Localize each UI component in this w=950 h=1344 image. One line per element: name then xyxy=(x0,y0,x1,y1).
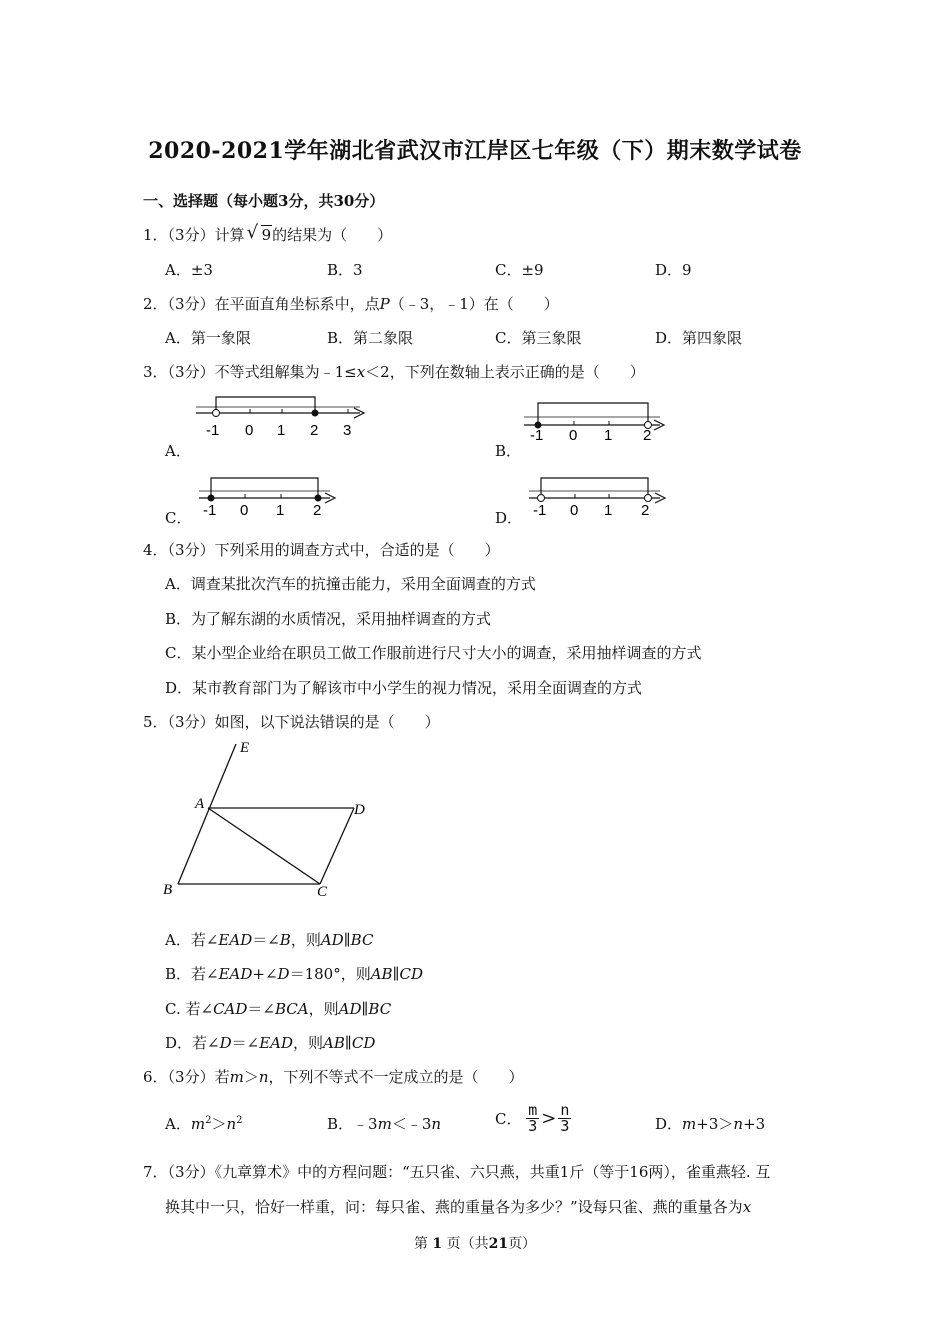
tick-label: 1 xyxy=(604,502,613,519)
tick-label: 2 xyxy=(643,427,652,444)
number-line-c xyxy=(195,473,345,518)
segment-name: AD xyxy=(338,1000,362,1018)
text: ＞ xyxy=(211,1115,227,1133)
label-c: C xyxy=(317,884,328,900)
text: B．﹣3 xyxy=(327,1115,378,1133)
variable-n: n xyxy=(226,1115,237,1133)
text: ＜﹣3 xyxy=(391,1115,432,1133)
question-5: 5．（3分）如图，以下说法错误的是（ ） xyxy=(143,713,440,731)
question-1 xyxy=(143,224,392,245)
label-e: E xyxy=(240,740,250,756)
q1-option-a: A．±3 xyxy=(165,261,213,279)
sqrt-symbol: √ 9 xyxy=(246,222,272,244)
tick-label: 0 xyxy=(240,502,249,519)
text: ＞ xyxy=(243,1068,259,1086)
q5-option-c xyxy=(165,998,391,1019)
text: 页（共 xyxy=(446,1236,489,1252)
number-line-b xyxy=(520,398,670,443)
text: A． xyxy=(165,1115,191,1133)
page-title: 2020-2021学年湖北省武汉市江岸区七年级（下）期末数学试卷 xyxy=(148,138,802,164)
label-a: A xyxy=(195,796,205,812)
question-1-suffix: 的结果为（ ） xyxy=(272,226,393,244)
text: A．若∠ xyxy=(165,931,219,949)
tick-label: 0 xyxy=(569,427,578,444)
q6-option-a xyxy=(165,1113,243,1134)
q1-option-c: C．±9 xyxy=(495,261,544,279)
text: ，下列不等式不一定成立的是（ ） xyxy=(268,1068,524,1086)
angle-name: CAD xyxy=(213,1000,248,1018)
q6-option-b xyxy=(327,1113,441,1134)
parallel-symbol: ∥ xyxy=(392,965,400,983)
page-number: 1 xyxy=(432,1236,443,1252)
text: +∠ xyxy=(252,965,278,983)
fraction-m-over-3 xyxy=(526,1103,539,1134)
section-heading: 一、选择题（每小题3分，共30分） xyxy=(143,192,385,210)
tick-label: -1 xyxy=(206,422,220,439)
exponent: 2 xyxy=(205,1115,212,1126)
numerator: m xyxy=(528,1101,538,1119)
question-7-line-2 xyxy=(165,1196,751,1217)
text: 第 xyxy=(413,1236,428,1252)
question-4: 4．（3分）下列采用的调查方式中，合适的是（ ） xyxy=(143,541,500,559)
segment-name: BC xyxy=(350,931,374,949)
q5-option-d xyxy=(165,1032,375,1053)
text: 换其中一只，恰好一样重，问：每只雀、燕的重量各为多少？”设每只雀、燕的重量各为 xyxy=(165,1198,743,1216)
text: D．若∠ xyxy=(165,1034,220,1052)
tick-label: 2 xyxy=(313,502,322,519)
page-footer xyxy=(0,1233,950,1253)
text: ＝∠ xyxy=(252,931,280,949)
q4-option-a: A．调查某批次汽车的抗撞击能力，采用全面调查的方式 xyxy=(165,575,536,593)
question-6 xyxy=(143,1066,524,1087)
label-b: B xyxy=(163,882,173,898)
text: ＝180°，则 xyxy=(289,965,371,983)
q5-option-b xyxy=(165,963,423,984)
text: ，则 xyxy=(290,931,321,949)
text: ＝∠ xyxy=(247,1000,275,1018)
parallel-symbol: ∥ xyxy=(361,1000,369,1018)
tick-label: -1 xyxy=(203,502,217,519)
point-p: P xyxy=(379,295,390,313)
parallel-symbol: ∥ xyxy=(344,1034,352,1052)
q4-option-c: C．某小型企业给在职员工做工作服前进行尺寸大小的调查，采用抽样调查的方式 xyxy=(165,644,702,662)
text: ，则 xyxy=(308,1000,339,1018)
angle-name: B xyxy=(279,931,291,949)
tick-label: 3 xyxy=(343,422,352,439)
number-line-a xyxy=(190,393,370,443)
text: ＝∠ xyxy=(231,1034,260,1052)
tick-label: -1 xyxy=(530,427,544,444)
geometry-figure xyxy=(160,738,375,898)
tick-label: 2 xyxy=(641,502,650,519)
segment-name: AB xyxy=(323,1034,345,1052)
tick-label: 1 xyxy=(276,502,285,519)
exponent: 2 xyxy=(236,1115,243,1126)
denominator: 3 xyxy=(560,1117,570,1135)
segment-name: CD xyxy=(351,1034,376,1052)
q6-option-d xyxy=(655,1113,765,1134)
number-line-d xyxy=(525,473,675,518)
text: ，则 xyxy=(293,1034,324,1052)
text: 6．（3分）若 xyxy=(143,1068,230,1086)
q2-option-d: D．第四象限 xyxy=(655,329,743,347)
q4-option-d: D．某市教育部门为了解该市中小学生的视力情况，采用全面调查的方式 xyxy=(165,679,643,697)
angle-name: EAD xyxy=(218,931,253,949)
q2-option-c: C．第三象限 xyxy=(495,329,582,347)
tick-label: 1 xyxy=(604,427,613,444)
variable-m: m xyxy=(377,1115,392,1133)
q4-option-b: B．为了解东湖的水质情况，采用抽样调查的方式 xyxy=(165,610,492,628)
text: C. 若∠ xyxy=(165,1000,214,1018)
page-total: 21 xyxy=(488,1236,509,1252)
variable-m: m xyxy=(229,1068,244,1086)
q1-option-b: B．3 xyxy=(327,261,363,279)
text: B．若∠ xyxy=(165,965,219,983)
q6-option-c xyxy=(495,1103,571,1134)
question-7-line-1: 7．（3分）《九章算术》中的方程问题：“五只雀、六只燕，共重1斤（等于16两），雀重燕轻. 互 xyxy=(143,1163,771,1181)
variable-n: n xyxy=(258,1068,269,1086)
angle-name: D xyxy=(277,965,290,983)
variable-m: m xyxy=(682,1115,697,1133)
variable-n: n xyxy=(733,1115,744,1133)
variable-n: n xyxy=(431,1115,442,1133)
radicand: 9 xyxy=(261,226,272,244)
question-3 xyxy=(143,361,645,382)
angle-name: BCA xyxy=(274,1000,309,1018)
q3-option-c-letter: C． xyxy=(165,509,192,527)
q1-option-d: D．9 xyxy=(655,261,692,279)
question-2-prefix: 2．（3分）在平面直角坐标系中，点 xyxy=(143,295,380,313)
variable-x: x xyxy=(742,1198,752,1216)
q2-option-a: A．第一象限 xyxy=(165,329,251,347)
question-2 xyxy=(143,293,559,314)
denominator: 3 xyxy=(528,1117,538,1135)
text: +3＞ xyxy=(696,1115,734,1133)
q3-option-d-letter: D． xyxy=(495,509,523,527)
segment-name: BC xyxy=(368,1000,392,1018)
angle-name: D xyxy=(219,1034,232,1052)
angle-name: EAD xyxy=(218,965,253,983)
tick-label: 2 xyxy=(310,422,319,439)
tick-label: -1 xyxy=(533,502,547,519)
segment-name: CD xyxy=(399,965,424,983)
segment-name: AB xyxy=(370,965,393,983)
question-3-suffix: ＜2，下列在数轴上表示正确的是（ ） xyxy=(365,363,645,381)
label-d: D xyxy=(354,802,365,818)
angle-name: EAD xyxy=(259,1034,294,1052)
q5-option-a xyxy=(165,929,373,950)
tick-label: 1 xyxy=(277,422,286,439)
question-3-prefix: 3．（3分）不等式组解集为﹣1≤ xyxy=(143,363,357,381)
fraction-n-over-3 xyxy=(558,1103,571,1134)
greater-than: > xyxy=(541,1108,557,1129)
numerator: n xyxy=(560,1101,570,1119)
segment-name: AD xyxy=(320,931,344,949)
text: 页） xyxy=(508,1236,537,1252)
q3-option-a-letter: A． xyxy=(165,442,191,460)
variable-x: x xyxy=(356,363,366,381)
text: +3 xyxy=(743,1115,766,1133)
text: C． xyxy=(495,1110,522,1128)
q2-option-b: B．第二象限 xyxy=(327,329,414,347)
variable-m: m xyxy=(190,1115,206,1133)
q3-option-b-letter: B． xyxy=(495,442,522,460)
parallel-symbol: ∥ xyxy=(343,931,351,949)
tick-label: 0 xyxy=(245,422,254,439)
text: D． xyxy=(655,1115,683,1133)
tick-label: 0 xyxy=(570,502,579,519)
question-1-prefix: 1．（3分）计算 xyxy=(143,226,245,244)
question-2-suffix: （﹣3，﹣1）在（ ） xyxy=(389,295,559,313)
